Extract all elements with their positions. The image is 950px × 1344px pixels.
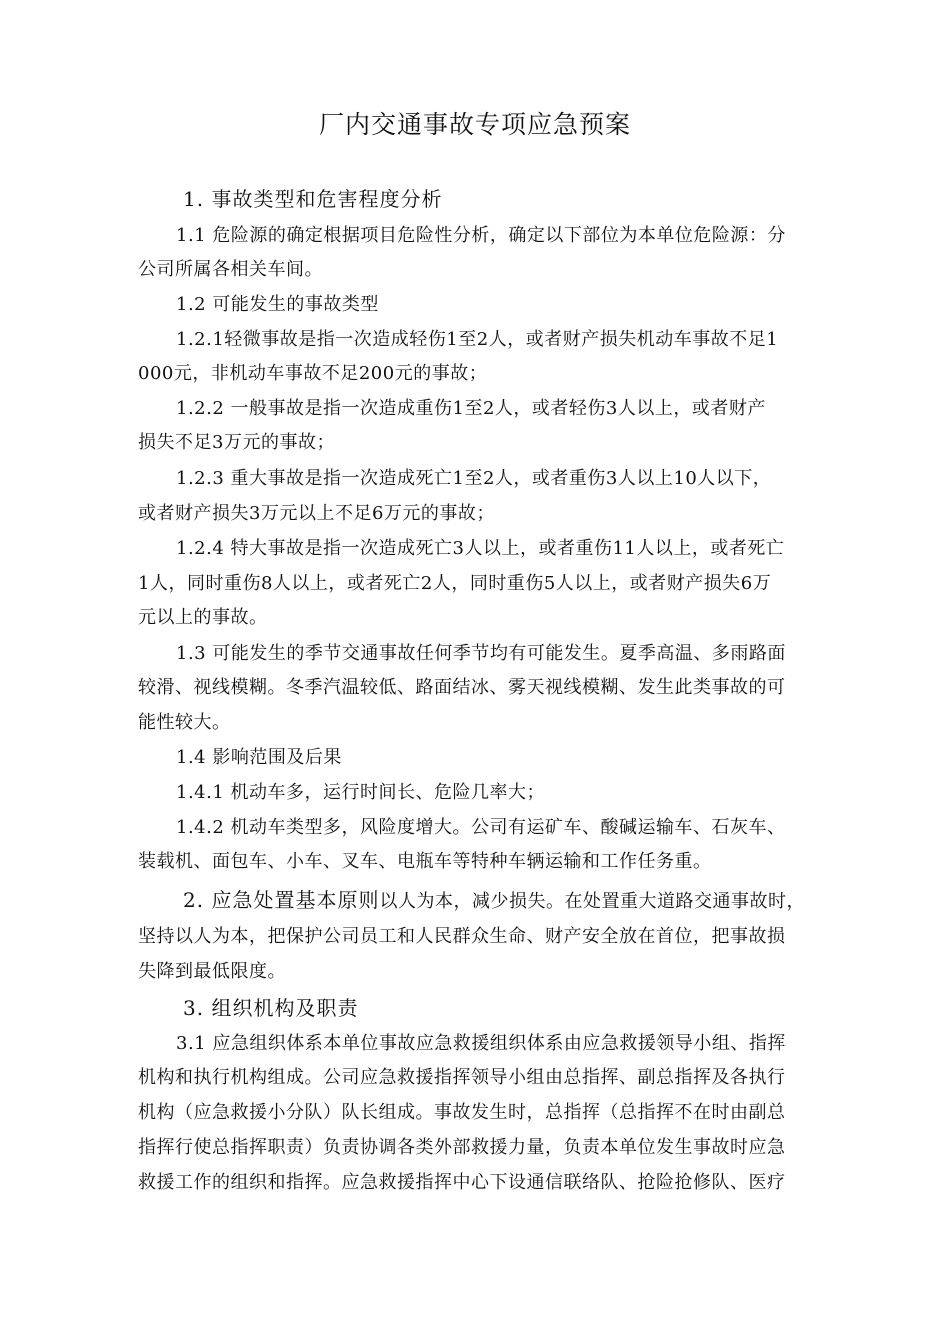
document-title: 厂内交通事故专项应急预案 — [318, 110, 631, 139]
paragraph-line: 1.1 危险源的确定根据项目危险性分析，确定以下部位为本单位危险源：分 — [176, 225, 786, 246]
paragraph-line: 元以上的事故。 — [138, 607, 268, 628]
paragraph-line: 1.3 可能发生的季节交通事故任何季节均有可能发生。夏季高温、多雨路面 — [176, 643, 786, 664]
paragraph-line: 1.2.1轻微事故是指一次造成轻伤1至2人，或者财产损失机动车事故不足1 — [176, 329, 779, 350]
paragraph-line: 或者财产损失3万元以上不足6万元的事故； — [138, 503, 495, 524]
section-2-heading: 2. 应急处置基本原则 — [183, 888, 380, 912]
paragraph-line: 000元，非机动车事故不足200元的事故； — [138, 363, 488, 384]
subheading-1-2: 1.2 可能发生的事故类型 — [176, 294, 379, 315]
paragraph-line: 损失不足3万元的事故； — [138, 432, 335, 453]
paragraph-line: 1.2.2 一般事故是指一次造成重伤1至2人，或者轻伤3人以上，或者财产 — [176, 398, 766, 419]
paragraph-line: 1.4.1 机动车多，运行时间长、危险几率大； — [176, 782, 546, 803]
paragraph-line: 1.4.2 机动车类型多，风险度增大。公司有运矿车、酸碱运输车、石灰车、 — [176, 817, 786, 838]
paragraph-line: 1人，同时重伤8人以上，或者死亡2人，同时重伤5人以上，或者财产损失6万 — [138, 573, 772, 594]
paragraph-line: 公司所属各相关车间。 — [138, 259, 323, 280]
paragraph-line: 3.1 应急组织体系本单位事故应急救援组织体系由应急救援领导小组、指挥 — [176, 1033, 786, 1054]
paragraph-line: 较滑、视线模糊。冬季汽温较低、路面结冰、雾天视线模糊、发生此类事故的可 — [138, 677, 786, 698]
subheading-1-4: 1.4 影响范围及后果 — [176, 747, 342, 768]
paragraph-line: 坚持以人为本，把保护公司员工和人民群众生命、财产安全放在首位，把事故损 — [138, 926, 786, 947]
paragraph-line: 救援工作的组织和指挥。应急救援指挥中心下设通信联络队、抢险抢修队、医疗 — [138, 1172, 786, 1193]
paragraph-line: 失降到最低限度。 — [138, 961, 286, 982]
section-2-text: 以人为本，减少损失。在处置重大道路交通事故时， — [379, 891, 805, 912]
paragraph-line: 指挥行使总指挥职责）负责协调各类外部救援力量，负责本单位发生事故时应急 — [138, 1137, 786, 1158]
section-2-first-line — [183, 886, 805, 914]
paragraph-line: 装载机、面包车、小车、叉车、电瓶车等特种车辆运输和工作任务重。 — [138, 851, 712, 872]
paragraph-line: 机构（应急救援小分队）队长组成。事故发生时，总指挥（总指挥不在时由副总 — [138, 1102, 786, 1123]
paragraph-line: 1.2.4 特大事故是指一次造成死亡3人以上，或者重伤11人以上，或者死亡 — [176, 538, 785, 559]
paragraph-line: 机构和执行机构组成。公司应急救援指挥领导小组由总指挥、副总指挥及各执行 — [138, 1067, 786, 1088]
section-1-heading: 1. 事故类型和危害程度分析 — [183, 187, 443, 211]
paragraph-line: 1.2.3 重大事故是指一次造成死亡1至2人，或者重伤3人以上10人以下， — [176, 468, 772, 489]
paragraph-line: 能性较大。 — [138, 712, 231, 733]
section-3-heading: 3. 组织机构及职责 — [183, 996, 359, 1020]
